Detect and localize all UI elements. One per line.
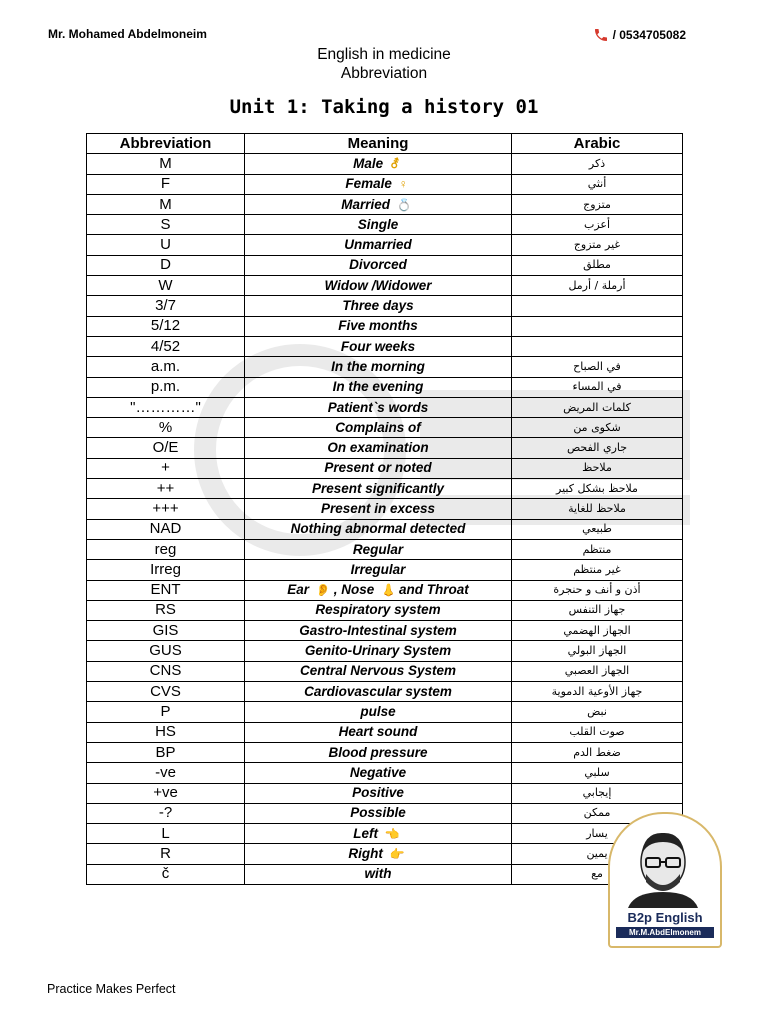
table-row xyxy=(87,235,683,255)
emoji-icon: ⚦ xyxy=(389,156,400,171)
abbreviation-cell: a.m. xyxy=(87,357,245,377)
table-row xyxy=(87,641,683,661)
emoji-icon: ♀ xyxy=(398,177,408,192)
arabic-cell xyxy=(512,336,683,356)
arabic-cell: يسار xyxy=(512,824,683,844)
abbreviation-cell: D xyxy=(87,255,245,275)
arabic-cell: أرملة / أرمل xyxy=(512,276,683,296)
meaning-text: Single xyxy=(357,216,399,232)
meaning-text: , Nose xyxy=(333,582,375,598)
table-row xyxy=(87,742,683,762)
arabic-cell: صوت القلب xyxy=(512,722,683,742)
meaning-text: Patient`s words xyxy=(327,399,429,415)
abbreviation-cell: -? xyxy=(87,803,245,823)
abbreviation-cell: -ve xyxy=(87,763,245,783)
meaning-text: and Throat xyxy=(398,582,469,598)
arabic-cell: أذن و أنف و حنجرة xyxy=(512,580,683,600)
arabic-cell: شكوى من xyxy=(512,418,683,438)
emoji-icon: 👈 xyxy=(384,826,400,841)
table-row xyxy=(87,418,683,438)
abbreviation-cell: GIS xyxy=(87,621,245,641)
table-row xyxy=(87,438,683,458)
meaning-cell xyxy=(245,783,512,803)
table-row xyxy=(87,519,683,539)
phone-number: / 0534705082 xyxy=(612,28,686,42)
meaning-cell xyxy=(245,519,512,539)
meaning-text: Right xyxy=(348,846,383,862)
abbreviation-cell: "…………" xyxy=(87,397,245,417)
meaning-text: Blood pressure xyxy=(328,744,428,760)
column-header-abbreviation: Abbreviation xyxy=(87,134,245,154)
meaning-text: Possible xyxy=(350,805,406,821)
abbreviation-cell: P xyxy=(87,702,245,722)
meaning-text: Gastro-Intestinal system xyxy=(299,622,457,638)
meaning-cell xyxy=(245,418,512,438)
meaning-text: In the morning xyxy=(331,358,425,374)
phone-contact xyxy=(593,27,686,43)
abbreviation-cell: L xyxy=(87,824,245,844)
meaning-text: In the evening xyxy=(332,379,424,395)
table-row xyxy=(87,783,683,803)
table-row xyxy=(87,336,683,356)
meaning-cell xyxy=(245,194,512,214)
abbreviation-cell: W xyxy=(87,276,245,296)
meaning-cell xyxy=(245,296,512,316)
phone-icon xyxy=(593,27,609,43)
meaning-cell xyxy=(245,641,512,661)
arabic-cell: ملاحظ بشكل كبير xyxy=(512,479,683,499)
abbreviation-table xyxy=(86,133,683,885)
abbreviation-cell: 4/52 xyxy=(87,336,245,356)
abbreviation-cell: O/E xyxy=(87,438,245,458)
meaning-cell xyxy=(245,255,512,275)
meaning-text: Widow /Widower xyxy=(324,277,432,293)
table-row xyxy=(87,357,683,377)
arabic-cell: في المساء xyxy=(512,377,683,397)
table-row xyxy=(87,377,683,397)
arabic-cell: في الصباح xyxy=(512,357,683,377)
emoji-icon: 💍 xyxy=(396,197,412,212)
abbreviation-cell: NAD xyxy=(87,519,245,539)
author-name: Mr. Mohamed Abdelmoneim xyxy=(48,27,207,41)
table-row xyxy=(87,803,683,823)
table-row xyxy=(87,296,683,316)
brand-teacher: Mr.M.AbdElmonem xyxy=(616,927,714,938)
meaning-text: Female xyxy=(345,176,392,192)
arabic-cell: ضغط الدم xyxy=(512,742,683,762)
arabic-cell: سلبي xyxy=(512,763,683,783)
arabic-cell: مع xyxy=(512,864,683,884)
meaning-cell xyxy=(245,458,512,478)
abbreviation-cell: p.m. xyxy=(87,377,245,397)
meaning-cell xyxy=(245,316,512,336)
table-row xyxy=(87,824,683,844)
arabic-cell: ملاحظ xyxy=(512,458,683,478)
abbreviation-cell: č xyxy=(87,864,245,884)
meaning-cell xyxy=(245,438,512,458)
table-row xyxy=(87,215,683,235)
arabic-cell: طبيعي xyxy=(512,519,683,539)
meaning-text: Nothing abnormal detected xyxy=(290,521,466,537)
abbreviation-cell: + xyxy=(87,458,245,478)
brand-name: B2p English xyxy=(627,910,703,925)
meaning-text: Present significantly xyxy=(311,480,445,496)
arabic-cell: كلمات المريض xyxy=(512,397,683,417)
arabic-cell: الجهاز البولي xyxy=(512,641,683,661)
course-subtitle: Abbreviation xyxy=(340,65,428,82)
table-row xyxy=(87,844,683,864)
abbreviation-cell: ENT xyxy=(87,580,245,600)
meaning-cell xyxy=(245,824,512,844)
meaning-cell xyxy=(245,621,512,641)
table-row xyxy=(87,560,683,580)
course-title: English in medicine xyxy=(317,46,451,63)
meaning-text: Divorced xyxy=(349,257,407,273)
abbreviation-cell: 3/7 xyxy=(87,296,245,316)
meaning-text: Present or noted xyxy=(324,460,432,476)
table-row xyxy=(87,194,683,214)
meaning-text: Genito-Urinary System xyxy=(304,643,452,659)
table-row xyxy=(87,316,683,336)
meaning-cell xyxy=(245,154,512,174)
arabic-cell: جهاز التنفس xyxy=(512,600,683,620)
arabic-cell: الجهاز الهضمي xyxy=(512,621,683,641)
meaning-cell xyxy=(245,682,512,702)
meaning-cell xyxy=(245,702,512,722)
column-header-meaning: Meaning xyxy=(245,134,512,154)
arabic-cell xyxy=(512,316,683,336)
meaning-cell xyxy=(245,864,512,884)
abbreviation-cell: CNS xyxy=(87,661,245,681)
abbreviation-cell: 5/12 xyxy=(87,316,245,336)
arabic-cell: يمين xyxy=(512,844,683,864)
abbreviation-cell: M xyxy=(87,154,245,174)
table-row xyxy=(87,276,683,296)
arabic-cell: غير منتظم xyxy=(512,560,683,580)
abbreviation-cell: F xyxy=(87,174,245,194)
meaning-cell xyxy=(245,357,512,377)
arabic-cell: ممكن xyxy=(512,803,683,823)
meaning-cell xyxy=(245,174,512,194)
table-row xyxy=(87,621,683,641)
abbreviation-cell: reg xyxy=(87,539,245,559)
emoji-icon: 👃 xyxy=(381,583,396,598)
table-row xyxy=(87,479,683,499)
table-row xyxy=(87,539,683,559)
meaning-cell xyxy=(245,844,512,864)
table-row xyxy=(87,864,683,884)
meaning-text: On examination xyxy=(327,440,429,456)
arabic-cell: مطلق xyxy=(512,255,683,275)
meaning-cell xyxy=(245,479,512,499)
meaning-text: Cardiovascular system xyxy=(304,683,452,699)
meaning-cell xyxy=(245,803,512,823)
meaning-text: Left xyxy=(353,825,379,841)
table-row xyxy=(87,702,683,722)
abbreviation-cell: GUS xyxy=(87,641,245,661)
table-row xyxy=(87,580,683,600)
table-row xyxy=(87,682,683,702)
meaning-cell xyxy=(245,580,512,600)
table-row xyxy=(87,661,683,681)
meaning-text: Irregular xyxy=(350,561,406,577)
arabic-cell: إيجابي xyxy=(512,783,683,803)
meaning-text: Unmarried xyxy=(344,237,412,253)
course-heading xyxy=(0,45,768,83)
brand-logo xyxy=(608,812,722,948)
table-row xyxy=(87,763,683,783)
meaning-cell xyxy=(245,377,512,397)
meaning-text: pulse xyxy=(360,703,396,719)
abbreviation-cell: CVS xyxy=(87,682,245,702)
arabic-cell: جاري الفحص xyxy=(512,438,683,458)
table-row xyxy=(87,600,683,620)
table-body xyxy=(87,154,683,885)
abbreviation-cell: RS xyxy=(87,600,245,620)
meaning-cell xyxy=(245,742,512,762)
abbreviation-cell: U xyxy=(87,235,245,255)
meaning-cell xyxy=(245,600,512,620)
meaning-cell xyxy=(245,397,512,417)
meaning-text: with xyxy=(364,866,392,882)
unit-title: Unit 1: Taking a history 01 xyxy=(229,96,539,118)
arabic-cell: غير متزوج xyxy=(512,235,683,255)
meaning-cell xyxy=(245,336,512,356)
table-header-row xyxy=(87,134,683,154)
abbreviation-cell: M xyxy=(87,194,245,214)
meaning-cell xyxy=(245,661,512,681)
meaning-text: Central Nervous System xyxy=(299,663,457,679)
footer-motto: Practice Makes Perfect xyxy=(47,982,176,996)
meaning-cell xyxy=(245,276,512,296)
abbreviation-cell: HS xyxy=(87,722,245,742)
meaning-text: Complains of xyxy=(335,419,421,435)
abbreviation-cell: ++ xyxy=(87,479,245,499)
arabic-cell: جهاز الأوعية الدموية xyxy=(512,682,683,702)
arabic-cell: أعزب xyxy=(512,215,683,235)
table-row xyxy=(87,174,683,194)
arabic-cell: منتظم xyxy=(512,539,683,559)
meaning-text: Male xyxy=(353,155,384,171)
meaning-text: Negative xyxy=(349,764,407,780)
table-row xyxy=(87,722,683,742)
abbreviation-cell: +ve xyxy=(87,783,245,803)
abbreviation-cell: R xyxy=(87,844,245,864)
meaning-cell xyxy=(245,560,512,580)
column-header-arabic: Arabic xyxy=(512,134,683,154)
arabic-cell: ملاحظ للغاية xyxy=(512,499,683,519)
meaning-cell xyxy=(245,499,512,519)
meaning-cell xyxy=(245,215,512,235)
meaning-text: Ear xyxy=(287,582,310,598)
arabic-cell: نبض xyxy=(512,702,683,722)
meaning-text: Five months xyxy=(338,318,418,334)
emoji-icon: 👂 xyxy=(315,583,331,598)
abbreviation-cell: S xyxy=(87,215,245,235)
table-row xyxy=(87,397,683,417)
table-row xyxy=(87,154,683,174)
abbreviation-cell: BP xyxy=(87,742,245,762)
meaning-text: Married xyxy=(341,196,391,212)
meaning-cell xyxy=(245,539,512,559)
arabic-cell: الجهاز العصبي xyxy=(512,661,683,681)
meaning-cell xyxy=(245,722,512,742)
meaning-text: Positive xyxy=(352,785,404,801)
meaning-text: Present in excess xyxy=(320,500,436,516)
arabic-cell: أنثي xyxy=(512,174,683,194)
table-row xyxy=(87,499,683,519)
emoji-icon: 👉 xyxy=(389,847,405,862)
meaning-text: Four weeks xyxy=(340,338,416,354)
meaning-text: Respiratory system xyxy=(315,602,441,618)
arabic-cell: متزوج xyxy=(512,194,683,214)
arabic-cell: ذكر xyxy=(512,154,683,174)
meaning-text: Three days xyxy=(342,298,414,314)
meaning-text: Regular xyxy=(352,541,404,557)
teacher-portrait-icon xyxy=(624,822,702,908)
abbreviation-cell: +++ xyxy=(87,499,245,519)
table-row xyxy=(87,255,683,275)
meaning-cell xyxy=(245,235,512,255)
abbreviation-cell: Irreg xyxy=(87,560,245,580)
meaning-text: Heart sound xyxy=(338,724,418,740)
table-row xyxy=(87,458,683,478)
arabic-cell xyxy=(512,296,683,316)
meaning-cell xyxy=(245,763,512,783)
abbreviation-cell: % xyxy=(87,418,245,438)
